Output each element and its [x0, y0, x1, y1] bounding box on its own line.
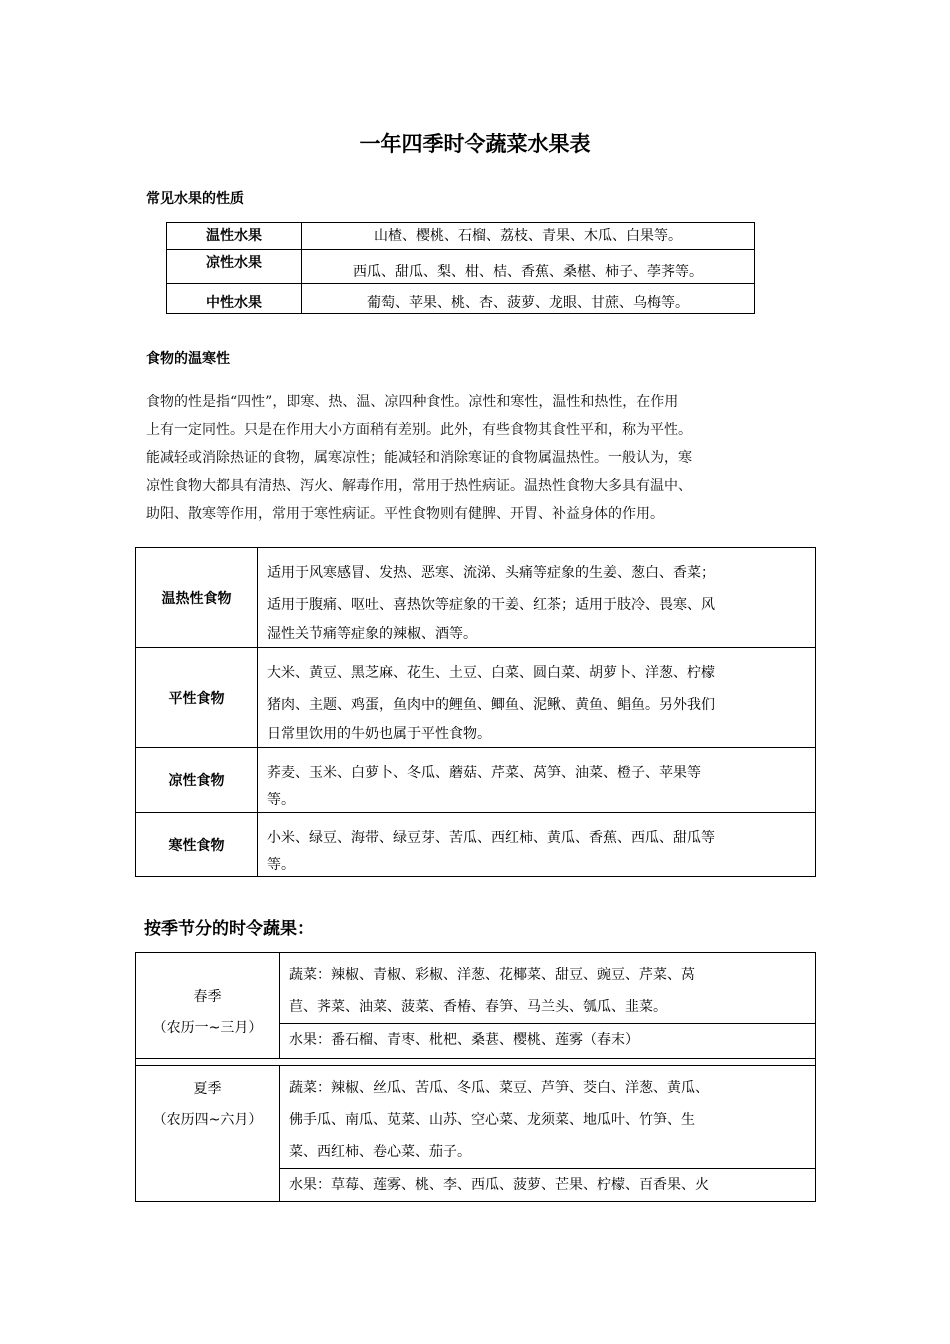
- description-line: 适用于腹痛、呕吐、喜热饮等症象的干姜、红茶；适用于肢冷、畏寒、风: [267, 597, 715, 613]
- description-line: 苣、荠菜、油菜、菠菜、香椿、春笋、马兰头、瓠瓜、韭菜。: [289, 999, 667, 1015]
- food-description: [258, 548, 816, 648]
- food-nature-table: [135, 547, 816, 877]
- description-line: 蔬菜：辣椒、青椒、彩椒、洋葱、花椰菜、甜豆、豌豆、芹菜、莴: [289, 967, 695, 983]
- description-line: 猪肉、主题、鸡蛋，鱼肉中的鲤鱼、鲫鱼、泥鳅、黄鱼、鲳鱼。另外我们: [267, 697, 715, 713]
- fruit-nature-table: [166, 222, 755, 314]
- description-line: 佛手瓜、南瓜、苋菜、山苏、空心菜、龙须菜、地瓜叶、竹笋、生: [289, 1112, 695, 1128]
- food-description: [258, 748, 816, 813]
- season-months: （农历一~三月）: [152, 1020, 263, 1036]
- description-line: 荞麦、玉米、白萝卜、冬瓜、蘑菇、芹菜、莴笋、油菜、橙子、苹果等: [267, 765, 701, 781]
- page-title: 一年四季时令蔬菜水果表: [359, 132, 591, 156]
- fruit-list: 山楂、樱桃、石榴、荔枝、青果、木瓜、白果等。: [302, 223, 755, 250]
- season-table: [135, 952, 816, 1202]
- season-name: 夏季: [193, 1081, 222, 1097]
- description-line: 小米、绿豆、海带、绿豆芽、苦瓜、西红柿、黄瓜、香蕉、西瓜、甜瓜等: [267, 830, 715, 846]
- vegetable-list: [280, 1066, 816, 1169]
- description-line: 水果：番石榴、青枣、枇杷、桑葚、樱桃、莲雾（春末）: [289, 1032, 639, 1048]
- food-nature-paragraph: [146, 388, 806, 528]
- description-line: 蔬菜：辣椒、丝瓜、苦瓜、冬瓜、菜豆、芦笋、茭白、洋葱、黄瓜、: [289, 1080, 709, 1096]
- table-separator: [136, 1059, 816, 1066]
- food-type-label: 寒性食物: [136, 813, 258, 877]
- fruit-type-label: 凉性水果: [167, 250, 302, 284]
- food-nature-heading: 食物的温寒性: [146, 351, 230, 367]
- description-line: 水果：草莓、莲雾、桃、李、西瓜、菠萝、芒果、柠檬、百香果、火: [289, 1177, 709, 1193]
- table-row: [167, 284, 755, 314]
- food-description: [258, 813, 816, 877]
- season-label: [136, 953, 280, 1059]
- separator-cell: [136, 1059, 816, 1066]
- food-type-label: 凉性食物: [136, 748, 258, 813]
- fruit-list: 葡萄、苹果、桃、杏、菠萝、龙眼、甘蔗、乌梅等。: [302, 284, 755, 314]
- vegetable-list: [280, 953, 816, 1024]
- season-heading: 按季节分的时令蔬果：: [144, 919, 314, 939]
- fruit-season-list: [280, 1169, 816, 1202]
- table-row: [136, 648, 816, 748]
- paragraph-line: 食物的性是指“四性”，即寒、热、温、凉四种食性。凉性和寒性，温性和热性，在作用: [146, 394, 679, 410]
- season-months: （农历四~六月）: [152, 1112, 263, 1128]
- fruit-list: 西瓜、甜瓜、梨、柑、桔、香蕉、桑椹、柿子、荸荠等。: [302, 250, 755, 284]
- description-line: 大米、黄豆、黑芝麻、花生、土豆、白菜、圆白菜、胡萝卜、洋葱、柠檬: [267, 665, 715, 681]
- table-row: [136, 548, 816, 648]
- table-row: [136, 1066, 816, 1169]
- paragraph-line: 能减轻或消除热证的食物，属寒凉性；能减轻和消除寒证的食物属温热性。一般认为，寒: [146, 450, 692, 466]
- description-line: 湿性关节痛等症象的辣椒、酒等。: [267, 626, 477, 642]
- table-row: [167, 223, 755, 250]
- description-line: 日常里饮用的牛奶也属于平性食物。: [267, 726, 491, 742]
- description-line: 菜、西红柿、卷心菜、茄子。: [289, 1144, 471, 1160]
- fruit-type-label: 中性水果: [167, 284, 302, 314]
- season-name: 春季: [193, 989, 222, 1005]
- description-line: 适用于风寒感冒、发热、恶寒、流涕、头痛等症象的生姜、葱白、香菜；: [267, 565, 715, 581]
- season-label: [136, 1066, 280, 1202]
- paragraph-line: 凉性食物大都具有清热、泻火、解毒作用，常用于热性病证。温热性食物大多具有温中、: [146, 478, 692, 494]
- fruit-nature-heading: 常见水果的性质: [146, 191, 244, 207]
- table-row: [136, 813, 816, 877]
- paragraph-line: 助阳、散寒等作用，常用于寒性病证。平性食物则有健脾、开胃、补益身体的作用。: [146, 506, 664, 522]
- food-description: [258, 648, 816, 748]
- table-row: [136, 953, 816, 1024]
- food-type-label: 温热性食物: [136, 548, 258, 648]
- table-row: [136, 748, 816, 813]
- description-line: 等。: [267, 792, 295, 808]
- paragraph-line: 上有一定同性。只是在作用大小方面稍有差别。此外，有些食物其食性平和，称为平性。: [146, 422, 692, 438]
- food-type-label: 平性食物: [136, 648, 258, 748]
- table-row: [167, 250, 755, 284]
- description-line: 等。: [267, 857, 295, 873]
- fruit-season-list: [280, 1024, 816, 1059]
- fruit-type-label: 温性水果: [167, 223, 302, 250]
